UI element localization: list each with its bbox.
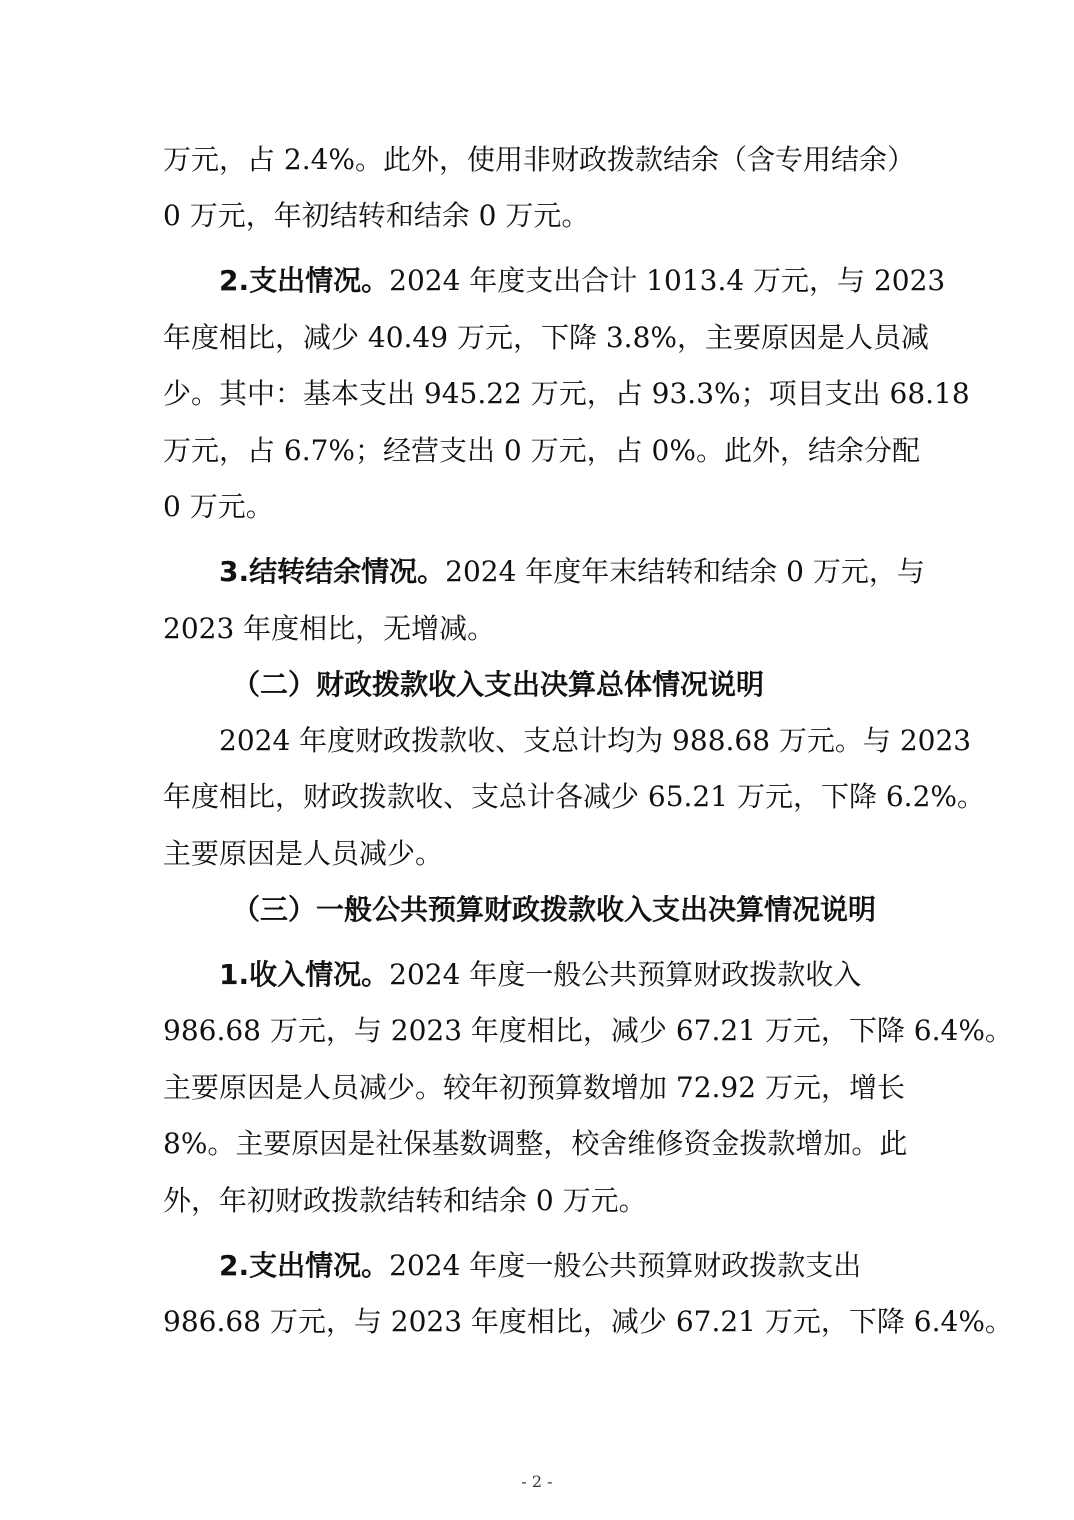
paragraph-line: 8%。主要原因是社保基数调整，校舍维修资金拨款增加。此 (163, 1127, 908, 1160)
section-heading: （二）财政拨款收入支出决算总体情况说明 (232, 668, 765, 701)
paragraph-line: 0 万元，年初结转和结余 0 万元。 (163, 199, 590, 232)
section-lead: 3.结转结余情况。 (219, 555, 446, 588)
paragraph-line: 986.68 万元，与 2023 年度相比，减少 67.21 万元，下降 6.4%。 (163, 1014, 1013, 1047)
section-heading: （三）一般公共预算财政拨款收入支出决算情况说明 (232, 893, 877, 926)
paragraph-line: 外，年初财政拨款结转和结余 0 万元。 (163, 1184, 647, 1217)
section-lead: 2.支出情况。 (219, 1249, 390, 1282)
paragraph-line: 年度相比，减少 40.49 万元，下降 3.8%，主要原因是人员减 (163, 321, 929, 354)
paragraph-line: 少。其中：基本支出 945.22 万元，占 93.3%；项目支出 68.18 (163, 377, 970, 410)
paragraph-text: 2024 年度支出合计 1013.4 万元，与 2023 (389, 264, 946, 297)
page-number: - 2 - (521, 1472, 553, 1491)
paragraph-line: 万元，占 6.7%；经营支出 0 万元，占 0%。此外，结余分配 (163, 434, 920, 467)
paragraph-text: 2024 年度一般公共预算财政拨款支出 (389, 1249, 862, 1282)
paragraph-text: 2024 年度一般公共预算财政拨款收入 (389, 958, 862, 991)
paragraph-line (219, 552, 925, 592)
paragraph-line: 0 万元。 (163, 490, 274, 523)
paragraph-line: 万元，占 2.4%。此外，使用非财政拨款结余（含专用结余） (163, 143, 916, 176)
paragraph-line (219, 261, 946, 301)
paragraph-line: 2023 年度相比，无增减。 (163, 612, 496, 645)
paragraph-line: 主要原因是人员减少。 (163, 837, 444, 870)
paragraph-line (219, 1246, 913, 1286)
paragraph-line: 年度相比，财政拨款收、支总计各减少 65.21 万元，下降 6.2%。 (163, 780, 985, 813)
section-lead: 2.支出情况。 (219, 264, 390, 297)
paragraph-line: 主要原因是人员减少。较年初预算数增加 72.92 万元，增长 (163, 1071, 905, 1104)
paragraph-line: 2024 年度财政拨款收、支总计均为 988.68 万元。与 2023 (219, 724, 972, 757)
paragraph-line (219, 955, 913, 995)
paragraph-text: 2024 年度年末结转和结余 0 万元，与 (445, 555, 925, 588)
section-lead: 1.收入情况。 (219, 958, 390, 991)
paragraph-line: 986.68 万元，与 2023 年度相比，减少 67.21 万元，下降 6.4%。 (163, 1305, 1013, 1338)
